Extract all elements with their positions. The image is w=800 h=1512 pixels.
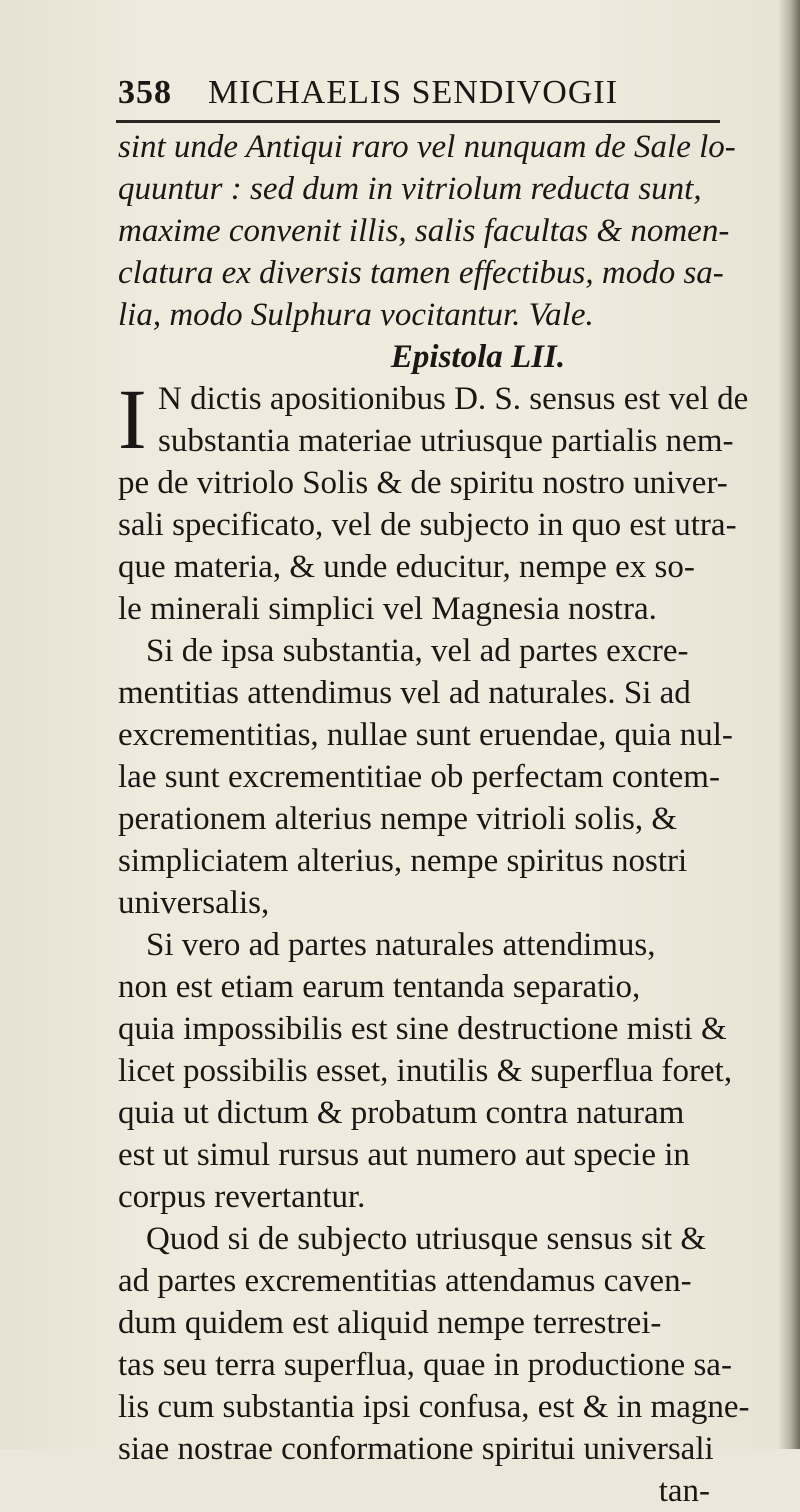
text-line: Quod si de subjecto utriusque sensus sit & xyxy=(146,1221,707,1257)
text-line: pe de vitriolo Solis & de spiritu nostro univer- xyxy=(118,465,728,501)
header-rule xyxy=(116,120,720,123)
text-line: tas seu terra superflua, quae in productione sa- xyxy=(118,1347,732,1383)
page-edge-shadow xyxy=(778,0,800,1449)
text-line: N dictis apositionibus D. S. sensus est vel de xyxy=(158,381,749,417)
text-line: clatura ex diversis tamen effectibus, modo sa- xyxy=(118,255,724,291)
page-number: 358 xyxy=(118,74,172,111)
text-block xyxy=(118,126,750,1512)
running-head: MICHAELIS SENDIVOGII xyxy=(208,74,619,111)
text-line: lia, modo Sulphura vocitantur. Vale. xyxy=(118,297,594,333)
text-line: simpliciatem alterius, nempe spiritus nostri xyxy=(118,843,688,879)
text-line: lae sunt excrementitiae ob perfectam contem- xyxy=(118,759,720,795)
text-line: lis cum substantia ipsi confusa, est & in magne- xyxy=(118,1389,750,1425)
text-line: mentitias attendimus vel ad naturales. Si ad xyxy=(118,675,691,711)
text-line: sali specificato, vel de subjecto in quo est utra- xyxy=(118,507,737,543)
first-paragraph-opening xyxy=(118,371,750,467)
text-line: quia ut dictum & probatum contra naturam xyxy=(118,1095,685,1131)
text-line: que materia, & unde educitur, nempe ex so- xyxy=(118,549,695,585)
text-line: Si de ipsa substantia, vel ad partes excre- xyxy=(146,633,689,669)
text-line: excrementitias, nullae sunt eruendae, quia nul- xyxy=(118,717,733,753)
text-line: quia impossibilis est sine destructione misti & xyxy=(118,1011,727,1047)
page-header xyxy=(118,66,718,120)
text-line: est ut simul rursus aut numero aut specie in xyxy=(118,1137,690,1173)
text-line: dum quidem est aliquid nempe terrestrei- xyxy=(118,1305,662,1341)
text-line: perationem alterius nempe vitrioli solis, & xyxy=(118,801,678,837)
text-line: ad partes excrementitias attendamus caven- xyxy=(118,1263,692,1299)
text-line: substantia materiae utriusque partialis nem- xyxy=(158,423,734,459)
text-line: le minerali simplici vel Magnesia nostra. xyxy=(118,591,657,627)
drop-cap: I xyxy=(118,371,147,467)
catchword: tan- xyxy=(658,1473,710,1509)
text-line: maxime convenit illis, salis facultas & nomen- xyxy=(118,213,730,249)
text-line: universalis, xyxy=(118,885,270,921)
text-line: siae nostrae conformatione spiritui universali xyxy=(118,1431,714,1467)
text-line: licet possibilis esset, inutilis & superflua foret, xyxy=(118,1053,733,1089)
text-line: non est etiam earum tentanda separatio, xyxy=(118,969,641,1005)
text-line: quuntur : sed dum in vitriolum reducta sunt, xyxy=(118,171,702,207)
epistle-heading: Epistola LII. xyxy=(390,339,566,375)
text-line: sint unde Antiqui raro vel nunquam de Sale lo- xyxy=(118,129,736,165)
text-line: corpus revertantur. xyxy=(118,1179,366,1215)
text-line: Si vero ad partes naturales attendimus, xyxy=(146,927,656,963)
